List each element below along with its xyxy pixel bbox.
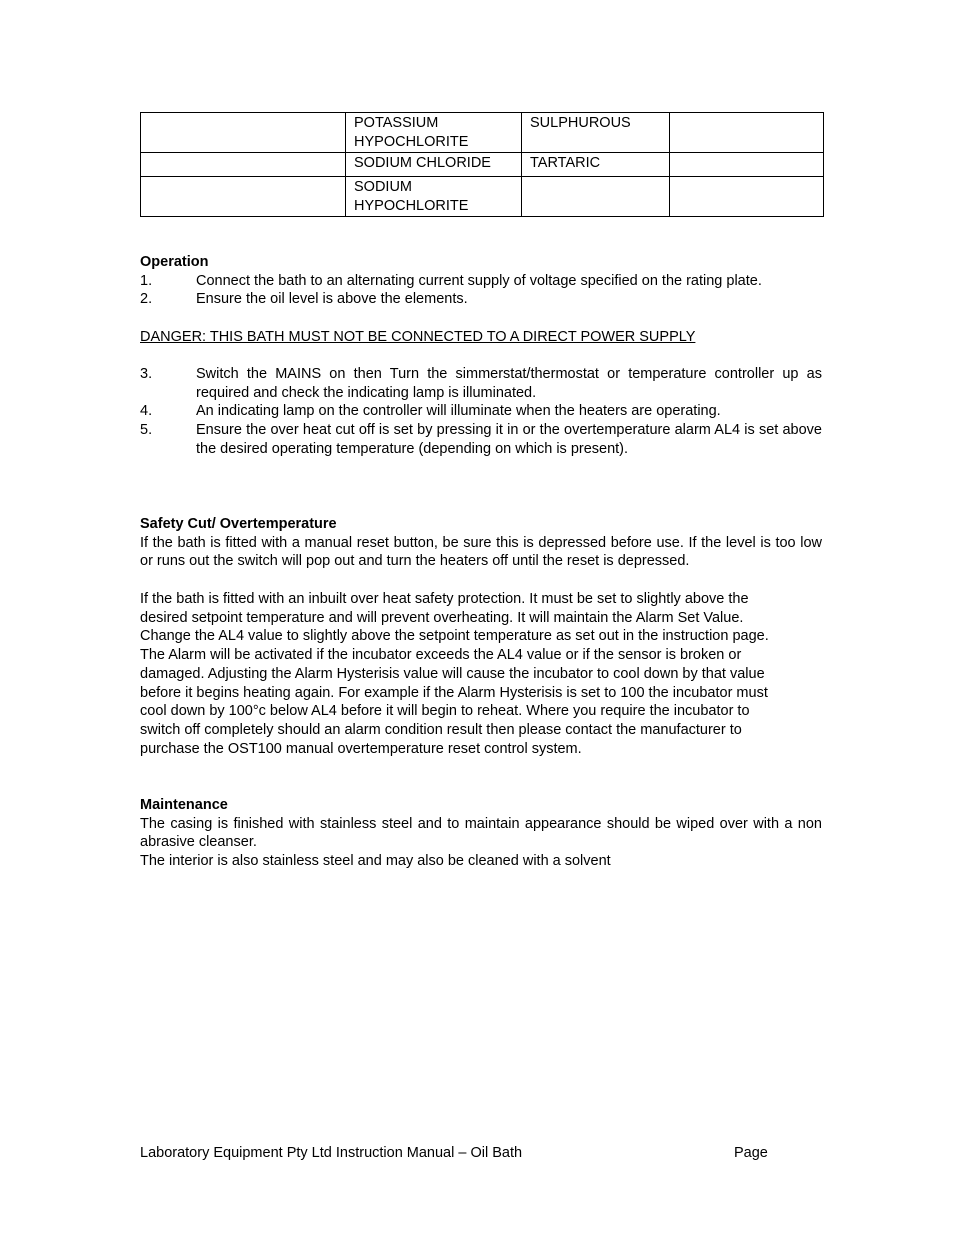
table-cell — [670, 177, 824, 217]
safety-paragraph: If the bath is fitted with a manual reset button, be sure this is depressed before use. If the level is too low or runs out the switch will pop out and turn the heaters off until the reset is depressed. — [140, 534, 822, 570]
table-cell — [141, 177, 346, 217]
text-line: before it begins heating again. For example if the Alarm Hysterisis is set to 100 the incubator must — [140, 684, 768, 701]
operation-section — [140, 253, 822, 309]
table-cell — [141, 153, 346, 177]
table-cell: POTASSIUM HYPOCHLORITE — [346, 113, 522, 153]
list-number: 5. — [140, 422, 153, 439]
list-text: Ensure the over heat cut off is set by pressing it in or the overtemperature alarm AL4 is set above the desired operating temperature (depending on which is present). — [196, 422, 822, 457]
text-line: desired setpoint temperature and will prevent overheating. It will maintain the Alarm Set Value. — [140, 609, 744, 626]
list-number: 4. — [140, 403, 153, 420]
list-number: 2. — [140, 291, 153, 308]
text-line: purchase the OST100 manual overtemperature reset control system. — [140, 740, 582, 757]
table-cell — [522, 177, 670, 217]
operation-steps — [140, 365, 822, 459]
safety-paragraph-2 — [140, 590, 822, 758]
maintenance-heading: Maintenance — [140, 797, 228, 813]
table-row — [141, 153, 824, 177]
table-row — [141, 177, 824, 217]
text-line: cool down by 100°c below AL4 before it will begin to reheat. Where you require the incubator to — [140, 703, 750, 720]
maintenance-section — [140, 796, 822, 871]
list-item — [140, 421, 822, 458]
text-line: damaged. Adjusting the Alarm Hysterisis value will cause the incubator to cool down by that value — [140, 665, 765, 682]
table-cell — [670, 113, 824, 153]
text-line: Change the AL4 value to slightly above the setpoint temperature as set out in the instruction page. — [140, 628, 769, 645]
chemical-table — [140, 112, 824, 217]
table-cell: TARTARIC — [522, 153, 670, 177]
table-cell — [141, 113, 346, 153]
list-text: Switch the MAINS on then Turn the simmerstat/thermostat or temperature controller up as required and check the indicating lamp is illuminated. — [196, 366, 822, 401]
list-item — [140, 272, 822, 291]
table-cell: SODIUM CHLORIDE — [346, 153, 522, 177]
maintenance-paragraph: The casing is finished with stainless steel and to maintain appearance should be wiped over with a non abrasive cleanser. — [140, 815, 822, 851]
list-item — [140, 290, 822, 309]
safety-heading: Safety Cut/ Overtemperature — [140, 516, 337, 532]
list-item — [140, 402, 822, 421]
list-item — [140, 365, 822, 402]
table-cell: SULPHUROUS — [522, 113, 670, 153]
table-cell — [670, 153, 824, 177]
list-text: Ensure the oil level is above the elements. — [196, 291, 468, 308]
list-text: An indicating lamp on the controller will illuminate when the heaters are operating. — [196, 403, 721, 420]
text-line: The Alarm will be activated if the incubator exceeds the AL4 value or if the sensor is broken or — [140, 647, 742, 664]
list-text: Connect the bath to an alternating current supply of voltage specified on the rating plate. — [196, 272, 762, 289]
text-line: switch off completely should an alarm condition result then please contact the manufacturer to — [140, 721, 742, 738]
table-cell: SODIUM HYPOCHLORITE — [346, 177, 522, 217]
list-number: 3. — [140, 366, 153, 382]
footer-title: Laboratory Equipment Pty Ltd Instruction Manual – Oil Bath — [140, 1145, 523, 1161]
table-row — [141, 113, 824, 153]
danger-warning: DANGER: THIS BATH MUST NOT BE CONNECTED TO A DIRECT POWER SUPPLY — [140, 329, 696, 345]
safety-section — [140, 515, 822, 571]
text-line: If the bath is fitted with an inbuilt over heat safety protection. It must be set to slightly above the — [140, 591, 749, 607]
list-number: 1. — [140, 272, 153, 289]
footer-page: Page — [734, 1145, 768, 1161]
operation-heading: Operation — [140, 254, 209, 270]
maintenance-paragraph-2: The interior is also stainless steel and may also be cleaned with a solvent — [140, 853, 611, 870]
